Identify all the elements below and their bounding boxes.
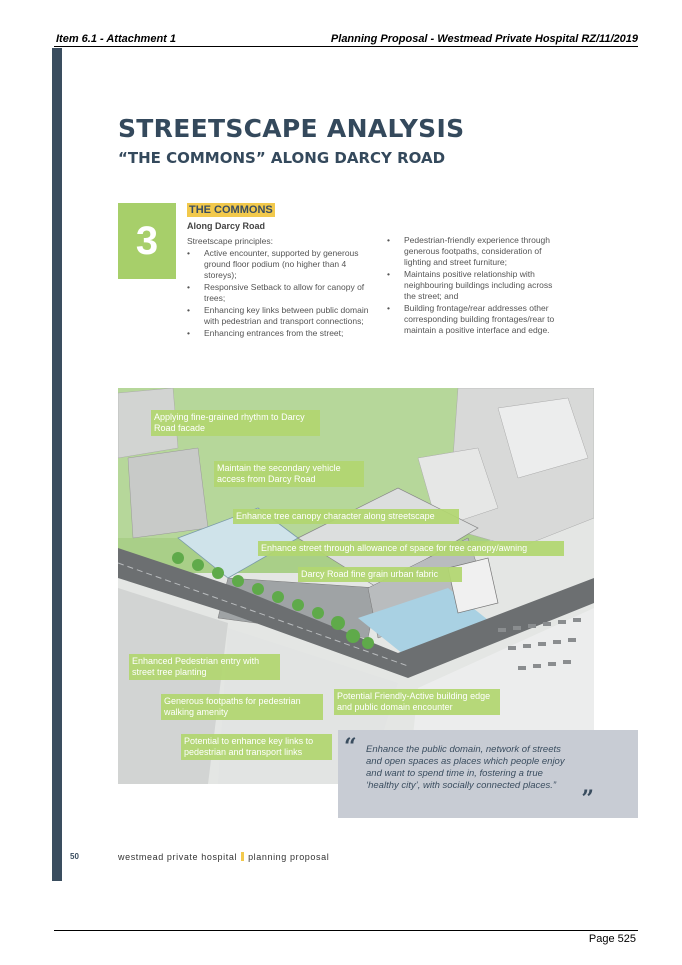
pull-quote (338, 730, 638, 818)
list-item: • Responsive Setback to allow for canopy of trees; (187, 282, 365, 303)
close-quote-mark: ” (581, 786, 594, 812)
label-fine-grain-fabric: Darcy Road fine grain urban fabric (298, 567, 462, 582)
principles-list-left (187, 248, 372, 340)
list-item: • Building frontage/rear addresses other corresponding building frontages/rear to maintain a positive interface and edge. (387, 303, 555, 335)
section-subtitle: Along Darcy Road (187, 221, 266, 231)
list-item: • Maintains positive relationship with neighbouring buildings including across the street; and (387, 269, 553, 301)
document-page-number: 50 (70, 852, 79, 861)
label-secondary-vehicle-access: Maintain the secondary vehicle access from Darcy Road (214, 461, 364, 487)
label-space-for-canopy: Enhance street through allowance of space for tree canopy/awning (258, 541, 564, 556)
label-pedestrian-entry: Enhanced Pedestrian entry with street tree planting (129, 654, 280, 680)
header-attachment-label: Item 6.1 - Attachment 1 (56, 33, 177, 45)
label-fine-grained-rhythm: Applying fine-grained rhythm to Darcy Road facade (151, 410, 320, 436)
streetscape-diagram (118, 388, 594, 784)
page-subtitle: “THE COMMONS” ALONG DARCY ROAD (118, 149, 446, 167)
footer-divider (54, 930, 638, 931)
list-item: • Enhancing key links between public domain with pedestrian and transport connections; (187, 305, 369, 326)
header-document-title: Planning Proposal - Westmead Private Hospital RZ/11/2019 (330, 33, 638, 45)
footer-brand: westmead private hospital planning proposal (118, 852, 330, 862)
section-title: THE COMMONS (189, 204, 273, 216)
quote-text: Enhance the public domain, network of streets and open spaces as places which people enjoy and want to spend time in, fostering a true ‘healthy city’, with socially connected places.” (366, 744, 565, 791)
streetscape-illustration (118, 388, 594, 784)
brand-separator (241, 852, 244, 861)
label-tree-canopy: Enhance tree canopy character along streetscape (233, 509, 459, 524)
side-accent-bar (52, 48, 62, 881)
open-quote-mark: “ (344, 734, 357, 760)
page-title: STREETSCAPE ANALYSIS (118, 114, 465, 143)
principles-list-right (387, 235, 562, 337)
header-divider (54, 46, 638, 47)
list-item: • Active encounter, supported by generous ground floor podium (no higher than 4 storeys); (187, 248, 359, 280)
list-item: • Pedestrian-friendly experience through generous footpaths, consideration of lighting and street furniture; (387, 235, 551, 267)
principles-intro: Streetscape principles: (187, 236, 273, 246)
label-key-links: Potential to enhance key links to pedestrian and transport links (181, 734, 332, 760)
section-number-badge: 3 (118, 203, 176, 279)
list-item: • Enhancing entrances from the street; (187, 328, 344, 338)
page-label: Page 525 (588, 933, 636, 945)
label-generous-footpaths: Generous footpaths for pedestrian walking amenity (161, 694, 323, 720)
label-active-building-edge: Potential Friendly-Active building edge and public domain encounter (334, 689, 500, 715)
